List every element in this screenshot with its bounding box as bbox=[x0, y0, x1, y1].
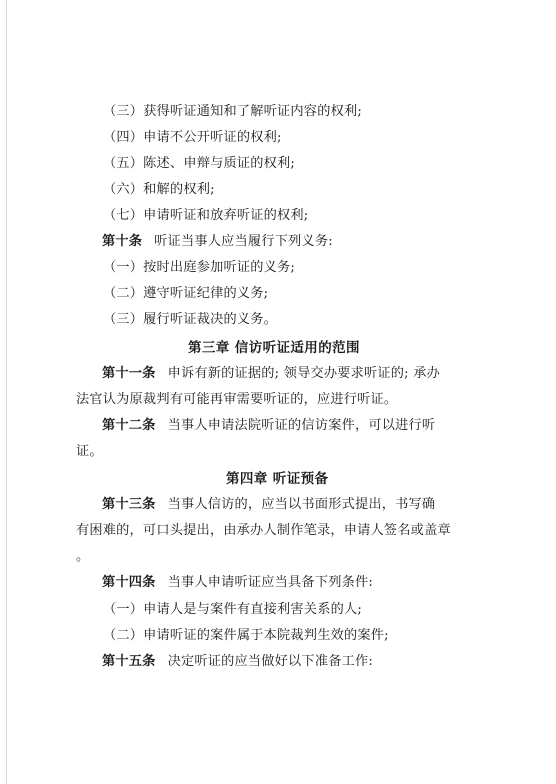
article-12 bbox=[102, 417, 435, 435]
article-14-text: 当事人申请听证应当具备下列条件: bbox=[167, 575, 374, 590]
article-10-label: 第十条 bbox=[102, 234, 143, 249]
article-13-continuation: 有困难的，可口头提出，由承办人制作笔录，申请人签名或盖章 bbox=[76, 523, 451, 538]
page-edge-rule bbox=[6, 0, 7, 784]
article-11-label: 第十一条 bbox=[102, 366, 156, 381]
article-15 bbox=[102, 653, 373, 671]
list-item-right-7: （七）申请听证和放弃听证的权利; bbox=[103, 208, 309, 223]
article-13-label: 第十三条 bbox=[102, 497, 156, 512]
list-item-duty-2: （二）遵守听证纪律的义务; bbox=[103, 286, 269, 301]
article-12-label: 第十二条 bbox=[102, 418, 156, 433]
article-10 bbox=[102, 233, 333, 251]
list-item-right-6: （六）和解的权利; bbox=[103, 182, 215, 197]
chapter-4-heading: 第四章 听证预备 bbox=[226, 471, 329, 487]
list-item-right-3: （三）获得听证通知和了解听证内容的权利; bbox=[103, 104, 363, 119]
article-12-text: 当事人申请法院听证的信访案件，可以进行听 bbox=[167, 418, 436, 433]
article-13-text: 当事人信访的，应当以书面形式提出，书写确 bbox=[167, 497, 436, 512]
list-item-duty-1: （一）按时出庭参加听证的义务; bbox=[103, 260, 296, 275]
article-13 bbox=[102, 496, 435, 514]
article-10-text: 听证当事人应当履行下列义务: bbox=[154, 234, 333, 249]
list-item-condition-2: （二）申请听证的案件属于本院裁判生效的案件; bbox=[103, 628, 389, 643]
article-11-continuation: 法官认为原裁判有可能再审需要听证的，应进行听证。 bbox=[76, 392, 398, 407]
list-item-duty-3: （三）履行听证裁决的义务。 bbox=[103, 312, 278, 327]
list-item-right-5: （五）陈述、申辩与质证的权利; bbox=[103, 156, 296, 171]
list-item-condition-1: （一）申请人是与案件有直接利害关系的人; bbox=[103, 602, 363, 617]
article-13-continuation-end: 。 bbox=[76, 549, 90, 564]
list-item-right-4: （四）申请不公开听证的权利; bbox=[103, 130, 282, 145]
article-11 bbox=[102, 365, 440, 383]
article-15-text: 决定听证的应当做好以下准备工作: bbox=[167, 654, 374, 669]
article-14 bbox=[102, 574, 373, 592]
article-15-label: 第十五条 bbox=[102, 654, 156, 669]
chapter-3-heading: 第三章 信访听证适用的范围 bbox=[188, 340, 360, 356]
article-12-continuation: 证。 bbox=[76, 444, 103, 459]
article-11-text: 申诉有新的证据的; 领导交办要求听证的; 承办 bbox=[167, 366, 440, 381]
article-14-label: 第十四条 bbox=[102, 575, 156, 590]
